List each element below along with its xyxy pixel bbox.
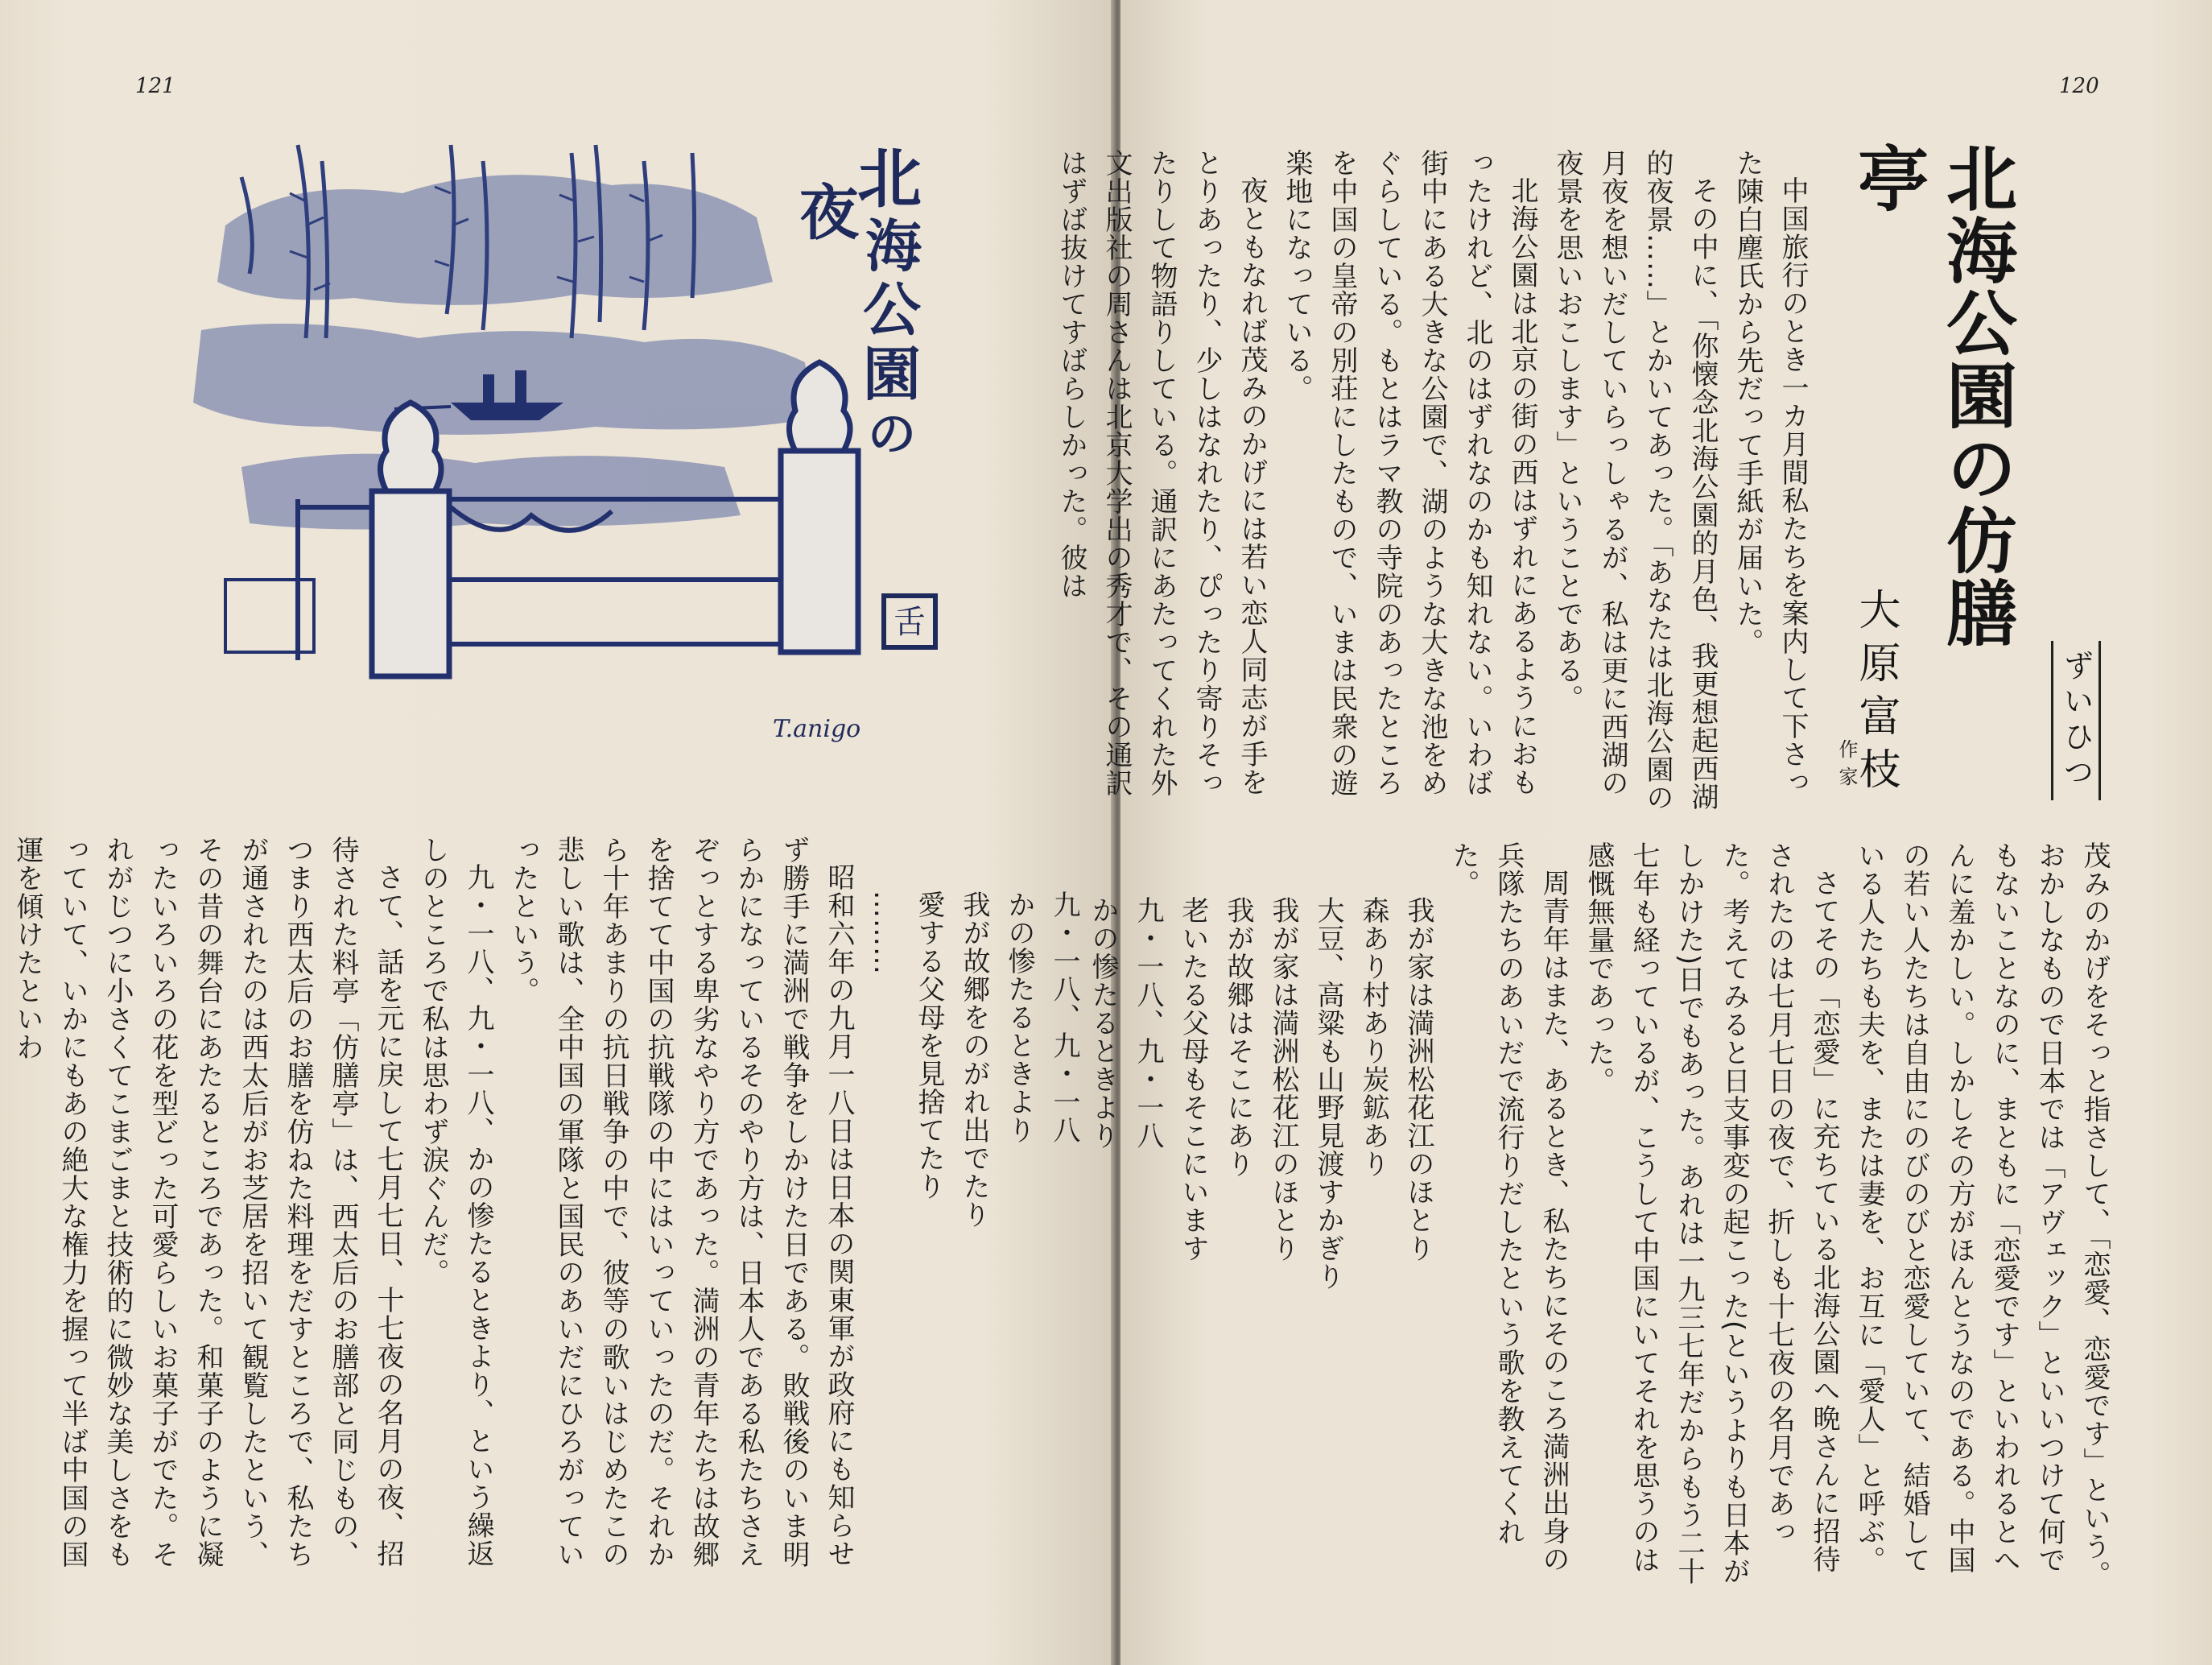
park-night-illustration	[193, 129, 942, 773]
author-name: 大原富枝	[1851, 588, 1900, 800]
paragraph: さて、話を元に戻して七月七日、十七夜の名月の夜、招待された料亭「仿膳亭」は、西太后のお膳部と同じもの、つまり西太后のお膳を仿ねた料理をだすところで、私たちが通されたのは西太后がお芝居を招いて観覧したという、その昔の舞台にあたるところであった。和菓子のように凝ったいろいろの花を型どった可愛らしいお菓子がでた。それがじつに小さくてこまごまと技術的に微妙な美しさをもっていて、いかにもあの絶大な権力を握って半ば中国の国運を傾けたといわ	[11, 836, 404, 1568]
right-page-number: 120	[2059, 74, 2099, 98]
poem-excerpt	[906, 890, 1087, 1589]
artist-signature: T.anigo	[773, 715, 861, 743]
article-title: 北海公園の仿膳亭	[1847, 142, 2018, 649]
svg-text:北: 北	[857, 141, 922, 217]
paragraph: 夜ともなれば茂みのかげには若い恋人同志が手をとりあったり、少しはなれたり、ぴったり寄りそったりして物語りしている。通訳にあたってくれた外文出版社の周さんは北京大学出の秀才で、その通訳はずば抜けてすばらしかった。彼は	[1055, 149, 1268, 797]
ellipsis-line: ………	[868, 890, 900, 975]
right-top-text	[1055, 149, 1815, 817]
svg-text:海: 海	[865, 213, 922, 279]
svg-text:の: の	[868, 407, 916, 463]
poem-line: 老いたる父母もそこにいます	[1177, 896, 1209, 1262]
paragraph: 茂みのかげをそっと指さして、「恋愛、恋愛です」という。おかしなもので日本では「アヴェック」といいつけて何でもないことなのに、まともに「恋愛です」といわれるとへんに羞かしい。しかしその方がほんとうなのである。中国の若い人たちは自由にのびのびと恋愛していて、結婚している人たちも夫を、または妻を、お互に「愛人」と呼ぶ。	[1853, 841, 2111, 1589]
sky-wash	[193, 175, 813, 529]
poem-line: 九・一八、九・一八	[1132, 896, 1164, 1150]
paragraph: 九・一八、九・一八、かの惨たるときより、という繰返しのところで私は思わず涙ぐんだ。	[417, 836, 494, 1568]
paragraph: さてその「恋愛」に充ちている北海公園へ晩さんに招待されたのは七月七日の夜で、折しも十七夜の名月であった。考えてみると日支事変の起こった(というよりも日本がしかけた)日でもあった。あれは一九三七年だからもう二十七年も経っているが、こうして中国にいてそれを思うのは感慨無量であった。	[1583, 841, 1840, 1586]
svg-text:舌: 舌	[893, 604, 926, 641]
svg-text:公: 公	[862, 275, 922, 344]
paragraph: 周青年はまた、あるとき、私たちにそのころ満洲出身の兵隊たちのあいだで流行りだしたという歌を教えてくれた。	[1447, 841, 1570, 1573]
poem-line: 我が故郷はそこにあり	[1222, 896, 1254, 1178]
right-bottom-text	[1087, 841, 2117, 1590]
poem-line: かの惨たるときより	[1003, 890, 1035, 1144]
poem-line: 我が家は満洲松花江のほとり	[1267, 896, 1299, 1262]
poem-line: 我が家は満洲松花江のほとり	[1402, 896, 1434, 1262]
paragraph: 中国旅行のとき一カ月間私たちを案内して下さった陳白塵氏から先だって手紙が届いた。	[1731, 149, 1809, 796]
paragraph: 北海公園は北京の街の西はずれにあるようにおもったけれど、北のはずれなのかも知れない。いわば街中にある大きな公園で、湖のような大きな池をめぐらしている。もとはラマ教の寺院のあったところを中国の皇帝の別荘にしたもので、いまは民衆の遊楽地になっている。	[1281, 149, 1538, 797]
poem-line: 森あり村あり炭鉱あり	[1357, 896, 1389, 1178]
poem-line: 九・一八、九・一八	[1048, 890, 1080, 1144]
paragraph: 昭和六年の九月一八日は日本の関東軍が政府にも知らせず勝手に満洲で戦争をしかけた日である。敗戦後のいま明らかになっているそのやり方は、日本人である私たちさえぞっとする卑劣なやり方であった。満洲の青年たちは故郷を捨てて中国の抗戦隊の中にはいっていったのだ。それから十年あまりの抗日戦争の中で、彼等の歌いはじめたこの悲しい歌は、全中国の軍隊と国民のあいだにひろがっていったという。	[507, 836, 855, 1568]
poem-line: 愛する父母を見捨てたり	[913, 890, 945, 1200]
left-page-number: 121	[135, 74, 175, 98]
paragraph: その中に、「你懐念北海公園的月色、我更想起西湖的夜景……」とかいてあった。「あなたは北海公園の月夜を想いだしていらっしゃるが、私は更に西湖の夜景を思いおこします」ということである。	[1551, 149, 1719, 812]
poem-line: 大豆、高粱も山野見渡すかぎり	[1312, 896, 1344, 1291]
left-body-text	[11, 836, 1087, 1589]
poem-verse	[1080, 896, 1441, 1590]
author-role: 作家	[1835, 739, 1858, 794]
poem-line: 我が故郷をのがれ出でたり	[958, 890, 990, 1229]
poem-line: かの惨たるときより	[1087, 896, 1119, 1150]
svg-text:夜: 夜	[799, 179, 859, 248]
svg-text:園: 園	[862, 340, 922, 408]
column-label: ずいひつ	[2051, 641, 2101, 800]
